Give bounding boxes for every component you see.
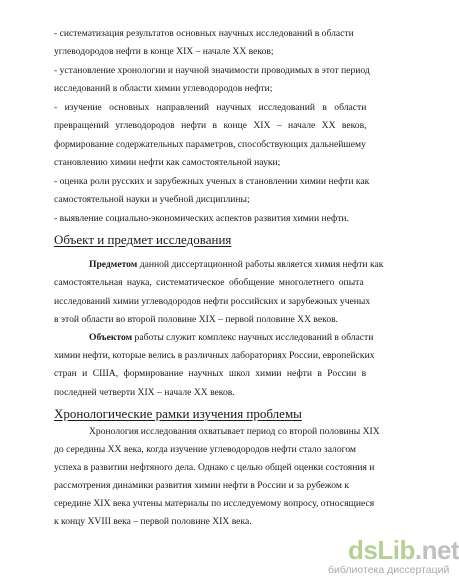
- object-line-4: последней четверти XIX – начале XX веков.: [54, 387, 235, 398]
- list-item-5-line-1: - выявление социально-экономических аспектов развития химии нефти.: [54, 213, 349, 224]
- list-item-3-line-2: превращений углеводородов нефти в конце XIX – начале XX веков,: [54, 120, 367, 131]
- list-item-1-line-2: углеводородов нефти в конце XIX – начале XX веков;: [54, 46, 274, 57]
- predmet-term: Предметом: [89, 259, 138, 270]
- chronology-line-5: середине XIX века учтены материалы по исследуемому вопросу, относящиеся: [54, 498, 375, 509]
- list-item-3-line-1: - изучение основных направлений научных исследований в области: [54, 102, 367, 113]
- list-item-1-line-1: - систематизация результатов основных научных исследований в области: [54, 28, 354, 39]
- list-item-3-line-4: становлению химии нефти как самостоятельной науки;: [54, 157, 281, 168]
- chronology-line-1: Хронология исследования охватывает период со второй половины XIX: [89, 426, 380, 437]
- chronology-line-3: успеха в развитии нефтяного дела. Однако с целью общей оценки состояния и: [54, 462, 375, 473]
- predmet-line-2: самостоятельная наука, систематическое обобщение многолетнего опыта: [54, 277, 364, 288]
- chronology-line-2: до середины XX века, когда изучение углеводородов нефти стало залогом: [54, 444, 357, 455]
- dslib-subtitle: библиотека диссертаций: [328, 564, 450, 576]
- predmet-line-3: исследований химии углеводородов нефти российских и зарубежных ученых: [54, 296, 371, 307]
- object-term: Объектом: [89, 332, 133, 343]
- object-line-1: [89, 332, 373, 344]
- object-first-text: работы служит комплекс научных исследований в области: [132, 332, 374, 343]
- section-heading-object: Объект и предмет исследования: [54, 232, 232, 247]
- predmet-first-text: данной диссертационной работы является химия нефти как: [137, 259, 384, 270]
- dslib-watermark: [326, 535, 459, 580]
- list-item-2-line-1: - установление хронологии и научной значимости проводимых в этот период: [54, 65, 370, 76]
- object-line-3: стран и США, формирование научных школ химии нефти в России в: [54, 368, 367, 379]
- list-item-3-line-3: формирование содержательных параметров, способствующих дальнейшему: [54, 139, 366, 150]
- predmet-line-4: в этой области во второй половине XIX – первой половине XX веков.: [54, 314, 339, 325]
- chronology-line-6: к концу XVIII века – первой половине XIX века.: [54, 516, 252, 527]
- predmet-line-1: [89, 259, 383, 271]
- dslib-logo-main: dsLib: [348, 535, 415, 565]
- dslib-logo: [348, 536, 459, 564]
- section-heading-chronology: Хронологические рамки изучения проблемы: [54, 406, 302, 421]
- list-item-2-line-2: исследований в области химии углеводородов нефти;: [54, 83, 273, 94]
- chronology-line-4: рассмотрения динамики развития химии нефти в России и за рубежом к: [54, 480, 350, 491]
- list-item-4-line-1: - оценка роли русских и зарубежных ученых в становлении химии нефти как: [54, 176, 370, 187]
- dslib-logo-tld: .net: [414, 535, 459, 565]
- list-item-4-line-2: самостоятельной науки и учебной дисциплины;: [54, 194, 250, 205]
- object-line-2: химии нефти, которые велись в различных лабораториях России, европейских: [54, 350, 375, 361]
